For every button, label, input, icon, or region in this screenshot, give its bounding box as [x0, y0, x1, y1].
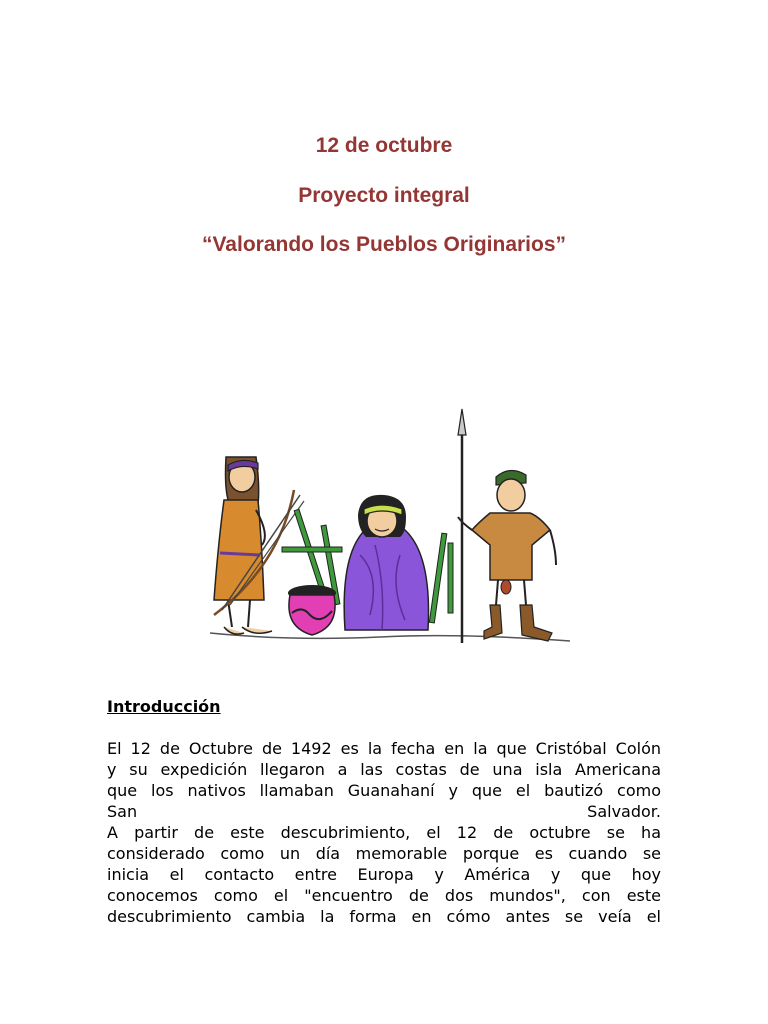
intro-line: considerado como un día memorable porque es cuando se — [107, 844, 661, 863]
pink-pot — [288, 585, 336, 635]
intro-line: que los nativos llamaban Guanahaní y que el bautizó como — [107, 781, 661, 800]
intro-line: inicia el contacto entre Europa y América y que hoy — [107, 865, 661, 884]
spear — [458, 409, 466, 643]
title-quote: “Valorando los Pueblos Originarios” — [201, 233, 567, 256]
intro-word-salvador: Salvador. — [587, 802, 661, 821]
intro-line: y su expedición llegaron a las costas de una isla Americana — [107, 760, 661, 779]
intro-line: conocemos como el "encuentro de dos mundos", con este — [107, 886, 661, 905]
seated-figure — [344, 495, 428, 630]
title-date: 12 de octubre — [315, 134, 453, 157]
intro-line-split — [107, 801, 661, 822]
title-project: Proyecto integral — [298, 184, 470, 207]
intro-line: descubrimiento cambia la forma en cómo antes se veía el — [107, 907, 661, 926]
warrior-figure — [458, 470, 556, 641]
intro-word-san: San — [107, 802, 138, 821]
intro-line: A partir de este descubrimiento, el 12 de octubre se ha — [107, 823, 661, 842]
intro-line: El 12 de Octubre de 1492 es la fecha en la que Cristóbal Colón — [107, 739, 661, 758]
intro-heading: Introducción — [107, 697, 221, 716]
indigenous-people-illustration — [200, 405, 575, 660]
intro-paragraph — [107, 738, 661, 927]
